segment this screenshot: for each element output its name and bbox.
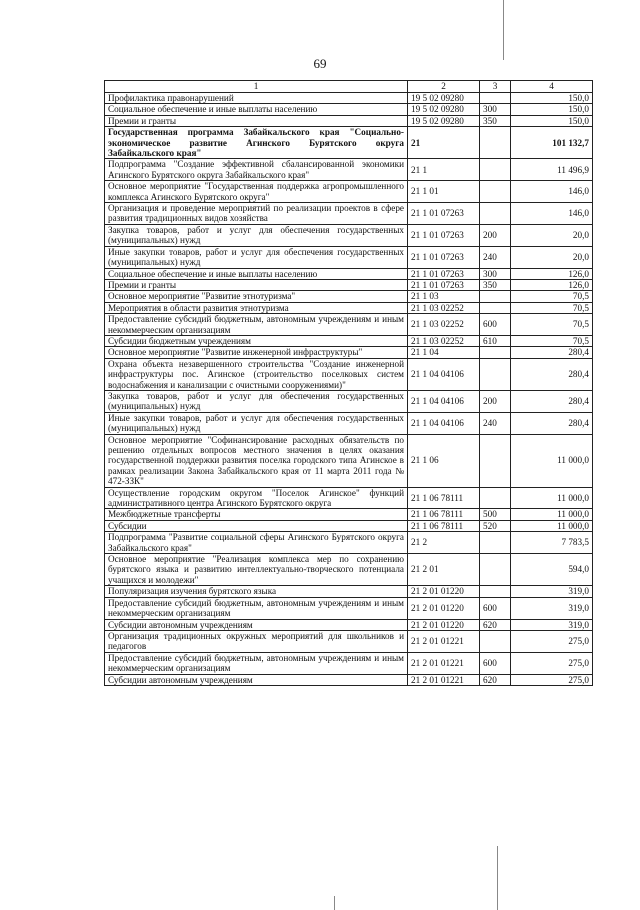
column-header-name: 1 xyxy=(105,81,408,93)
row-expense-type-cell xyxy=(480,630,511,652)
row-expense-type-cell xyxy=(480,159,511,181)
table-row xyxy=(105,203,593,225)
row-name-cell: Профилактика правонарушений xyxy=(105,93,408,104)
row-code-cell: 19 5 02 09280 xyxy=(408,115,480,126)
row-code-cell: 21 1 xyxy=(408,159,480,181)
row-code-cell: 21 1 04 xyxy=(408,347,480,358)
scan-artifact-line xyxy=(503,0,504,60)
row-code-cell: 21 1 03 xyxy=(408,291,480,302)
row-code-cell: 21 1 03 02252 xyxy=(408,314,480,336)
table-row xyxy=(105,104,593,115)
row-name-cell: Основное мероприятие "Софинансирование расходных обязательств по решению отдельных вопросов местного значения в целях оказания государственной поддержки развития поселка городского типа Агинское в рамках реализации Закона Забайкальского края от 11 марта 2011 года № 472-ЗЗК" xyxy=(105,434,408,487)
table-row xyxy=(105,652,593,674)
budget-table xyxy=(104,80,593,686)
row-sum-cell: 280,4 xyxy=(511,390,593,412)
row-expense-type-cell: 240 xyxy=(480,412,511,434)
table-row xyxy=(105,434,593,487)
row-expense-type-cell xyxy=(480,586,511,597)
row-code-cell: 21 1 06 78111 xyxy=(408,509,480,520)
row-name-cell: Основное мероприятие "Развитие инженерной инфраструктуры" xyxy=(105,347,408,358)
row-code-cell: 21 1 01 07263 xyxy=(408,246,480,268)
row-expense-type-cell: 620 xyxy=(480,674,511,685)
row-expense-type-cell: 600 xyxy=(480,652,511,674)
row-name-cell: Премии и гранты xyxy=(105,115,408,126)
row-expense-type-cell xyxy=(480,554,511,586)
row-name-cell: Мероприятия в области развития этнотуризма xyxy=(105,302,408,313)
row-sum-cell: 280,4 xyxy=(511,412,593,434)
row-expense-type-cell xyxy=(480,487,511,509)
table-row xyxy=(105,127,593,159)
row-expense-type-cell: 300 xyxy=(480,268,511,279)
row-name-cell: Предоставление субсидий бюджетным, автономным учреждениям и иным некоммерческим организациям xyxy=(105,597,408,619)
row-expense-type-cell xyxy=(480,358,511,390)
table-row xyxy=(105,268,593,279)
row-sum-cell: 275,0 xyxy=(511,674,593,685)
row-expense-type-cell xyxy=(480,434,511,487)
row-code-cell: 21 2 01 01221 xyxy=(408,652,480,674)
row-name-cell: Популяризация изучения бурятского языка xyxy=(105,586,408,597)
row-expense-type-cell xyxy=(480,203,511,225)
row-name-cell: Предоставление субсидий бюджетным, автономным учреждениям и иным некоммерческим организациям xyxy=(105,652,408,674)
row-expense-type-cell xyxy=(480,291,511,302)
row-name-cell: Предоставление субсидий бюджетным, автономным учреждениям и иным некоммерческим организациям xyxy=(105,314,408,336)
row-code-cell: 21 1 06 xyxy=(408,434,480,487)
row-expense-type-cell: 520 xyxy=(480,520,511,531)
row-name-cell: Социальное обеспечение и иные выплаты населению xyxy=(105,104,408,115)
row-expense-type-cell: 300 xyxy=(480,104,511,115)
row-code-cell: 21 1 01 07263 xyxy=(408,224,480,246)
row-name-cell: Субсидии автономным учреждениям xyxy=(105,619,408,630)
table-row xyxy=(105,159,593,181)
row-sum-cell: 70,5 xyxy=(511,291,593,302)
column-header-expense-type: 3 xyxy=(480,81,511,93)
row-name-cell: Иные закупки товаров, работ и услуг для обеспечения государственных (муниципальных) нужд xyxy=(105,412,408,434)
row-code-cell: 21 2 01 01220 xyxy=(408,586,480,597)
table-row xyxy=(105,619,593,630)
row-sum-cell: 126,0 xyxy=(511,279,593,290)
row-sum-cell: 101 132,7 xyxy=(511,127,593,159)
row-name-cell: Премии и гранты xyxy=(105,279,408,290)
table-row xyxy=(105,302,593,313)
row-sum-cell: 150,0 xyxy=(511,115,593,126)
row-name-cell: Охрана объекта незавершенного строительства "Создание инженерной инфраструктуры пос. Агинское (строительство поселковых систем водоснабжения и канализации с очистными сооружениями)" xyxy=(105,358,408,390)
row-name-cell: Основное мероприятие "Государственная поддержка агропромышленного комплекса Агинского Бурятского округа" xyxy=(105,181,408,203)
row-name-cell: Осуществление городским округом "Поселок Агинское" функций административного центра Агинского Бурятского округа xyxy=(105,487,408,509)
row-code-cell: 21 xyxy=(408,127,480,159)
row-expense-type-cell xyxy=(480,302,511,313)
row-code-cell: 21 1 06 78111 xyxy=(408,520,480,531)
row-sum-cell: 11 000,0 xyxy=(511,434,593,487)
row-expense-type-cell: 350 xyxy=(480,115,511,126)
table-row xyxy=(105,532,593,554)
row-sum-cell: 150,0 xyxy=(511,93,593,104)
row-code-cell: 21 1 01 xyxy=(408,181,480,203)
row-sum-cell: 319,0 xyxy=(511,597,593,619)
row-sum-cell: 126,0 xyxy=(511,268,593,279)
row-name-cell: Подпрограмма "Развитие социальной сферы Агинского Бурятского округа Забайкальского края" xyxy=(105,532,408,554)
row-code-cell: 21 2 xyxy=(408,532,480,554)
row-sum-cell: 20,0 xyxy=(511,246,593,268)
row-code-cell: 21 1 01 07263 xyxy=(408,203,480,225)
row-expense-type-cell xyxy=(480,532,511,554)
row-code-cell: 21 1 06 78111 xyxy=(408,487,480,509)
scan-artifact-line xyxy=(497,846,498,910)
row-expense-type-cell: 200 xyxy=(480,224,511,246)
table-row xyxy=(105,246,593,268)
row-name-cell: Основное мероприятие "Реализация комплекса мер по сохранению бурятского языка и развитию интеллектуально-творческого потенциала учащихся и молодежи" xyxy=(105,554,408,586)
row-sum-cell: 146,0 xyxy=(511,181,593,203)
table-row xyxy=(105,487,593,509)
table-row xyxy=(105,291,593,302)
row-name-cell: Государственная программа Забайкальского края "Социально-экономическое развитие Агинского Бурятского округа Забайкальского края" xyxy=(105,127,408,159)
row-name-cell: Закупка товаров, работ и услуг для обеспечения государственных (муниципальных) нужд xyxy=(105,390,408,412)
row-code-cell: 21 1 04 04106 xyxy=(408,412,480,434)
table-row xyxy=(105,630,593,652)
table-row xyxy=(105,520,593,531)
row-expense-type-cell xyxy=(480,127,511,159)
row-sum-cell: 70,5 xyxy=(511,302,593,313)
table-row xyxy=(105,335,593,346)
row-sum-cell: 280,4 xyxy=(511,358,593,390)
table-row xyxy=(105,674,593,685)
table-row xyxy=(105,586,593,597)
row-sum-cell: 20,0 xyxy=(511,224,593,246)
row-sum-cell: 11 000,0 xyxy=(511,487,593,509)
row-name-cell: Закупка товаров, работ и услуг для обеспечения государственных (муниципальных) нужд xyxy=(105,224,408,246)
row-sum-cell: 11 000,0 xyxy=(511,509,593,520)
row-name-cell: Иные закупки товаров, работ и услуг для обеспечения государственных (муниципальных) нужд xyxy=(105,246,408,268)
row-expense-type-cell xyxy=(480,93,511,104)
row-sum-cell: 11 496,9 xyxy=(511,159,593,181)
table-row xyxy=(105,279,593,290)
row-sum-cell: 70,5 xyxy=(511,335,593,346)
row-name-cell: Субсидии xyxy=(105,520,408,531)
row-name-cell: Организация и проведение мероприятий по реализации проектов в сфере развития традиционных видов хозяйства xyxy=(105,203,408,225)
table-row xyxy=(105,224,593,246)
row-sum-cell: 146,0 xyxy=(511,203,593,225)
row-expense-type-cell: 620 xyxy=(480,619,511,630)
table-header-row xyxy=(105,81,593,93)
row-name-cell: Социальное обеспечение и иные выплаты населению xyxy=(105,268,408,279)
table-row xyxy=(105,314,593,336)
table-row xyxy=(105,347,593,358)
row-name-cell: Основное мероприятие "Развитие этнотуризма" xyxy=(105,291,408,302)
row-name-cell: Субсидии бюджетным учреждениям xyxy=(105,335,408,346)
row-code-cell: 21 2 01 01220 xyxy=(408,619,480,630)
row-sum-cell: 280,4 xyxy=(511,347,593,358)
row-sum-cell: 70,5 xyxy=(511,314,593,336)
row-name-cell: Субсидии автономным учреждениям xyxy=(105,674,408,685)
row-sum-cell: 319,0 xyxy=(511,619,593,630)
row-code-cell: 21 1 01 07263 xyxy=(408,279,480,290)
scan-artifact-line xyxy=(334,896,335,910)
row-code-cell: 21 2 01 xyxy=(408,554,480,586)
row-expense-type-cell: 350 xyxy=(480,279,511,290)
row-sum-cell: 275,0 xyxy=(511,630,593,652)
row-name-cell: Межбюджетные трансферты xyxy=(105,509,408,520)
table-row xyxy=(105,93,593,104)
page-number: 69 xyxy=(313,56,327,71)
row-expense-type-cell: 500 xyxy=(480,509,511,520)
row-code-cell: 21 1 04 04106 xyxy=(408,390,480,412)
row-sum-cell: 7 783,5 xyxy=(511,532,593,554)
table-row xyxy=(105,554,593,586)
row-sum-cell: 319,0 xyxy=(511,586,593,597)
row-name-cell: Подпрограмма "Создание эффективной сбалансированной экономики Агинского Бурятского округа Забайкальского края" xyxy=(105,159,408,181)
column-header-code: 2 xyxy=(408,81,480,93)
table-row xyxy=(105,509,593,520)
row-code-cell: 21 1 04 04106 xyxy=(408,358,480,390)
row-code-cell: 19 5 02 09280 xyxy=(408,93,480,104)
row-code-cell: 21 2 01 01220 xyxy=(408,597,480,619)
row-code-cell: 21 2 01 01221 xyxy=(408,674,480,685)
row-name-cell: Организация традиционных окружных мероприятий для школьников и педагогов xyxy=(105,630,408,652)
table-row xyxy=(105,358,593,390)
table-body xyxy=(105,93,593,686)
row-sum-cell: 275,0 xyxy=(511,652,593,674)
row-code-cell: 21 2 01 01221 xyxy=(408,630,480,652)
row-expense-type-cell xyxy=(480,347,511,358)
row-expense-type-cell: 600 xyxy=(480,314,511,336)
table-row xyxy=(105,597,593,619)
table-row xyxy=(105,181,593,203)
row-code-cell: 19 5 02 09280 xyxy=(408,104,480,115)
row-code-cell: 21 1 01 07263 xyxy=(408,268,480,279)
table-row xyxy=(105,390,593,412)
row-code-cell: 21 1 03 02252 xyxy=(408,335,480,346)
row-expense-type-cell: 200 xyxy=(480,390,511,412)
row-sum-cell: 150,0 xyxy=(511,104,593,115)
row-expense-type-cell: 240 xyxy=(480,246,511,268)
row-sum-cell: 11 000,0 xyxy=(511,520,593,531)
row-code-cell: 21 1 03 02252 xyxy=(408,302,480,313)
row-expense-type-cell: 610 xyxy=(480,335,511,346)
table-row xyxy=(105,115,593,126)
column-header-sum: 4 xyxy=(511,81,593,93)
row-expense-type-cell xyxy=(480,181,511,203)
row-sum-cell: 594,0 xyxy=(511,554,593,586)
row-expense-type-cell: 600 xyxy=(480,597,511,619)
table-row xyxy=(105,412,593,434)
